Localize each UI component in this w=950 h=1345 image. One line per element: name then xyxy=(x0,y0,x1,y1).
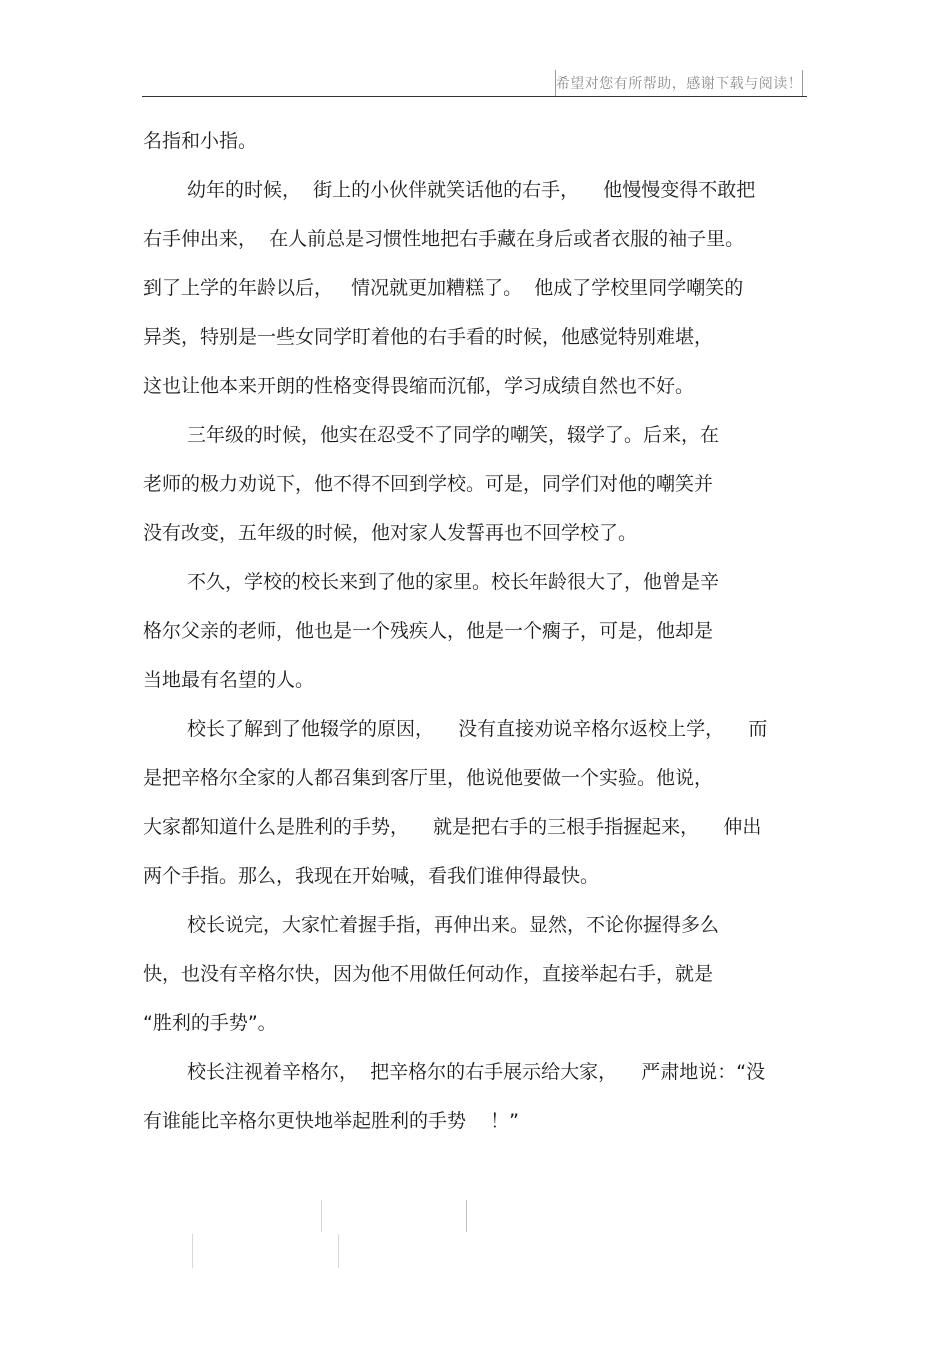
text-line: 不久，学校的校长来到了他的家里。校长年龄很大了，他曾是辛 xyxy=(187,571,720,593)
text-line: 是把辛格尔全家的人都召集到客厅里，他说他要做一个实验。他说， xyxy=(143,767,714,789)
decorative-line xyxy=(338,1234,339,1268)
text-line: 幼年的时候， 街上的小伙伴就笑话他的右手， 他慢慢变得不敢把 xyxy=(187,179,756,201)
text-line: 有谁能比辛格尔更快地举起胜利的手势 ！” xyxy=(143,1110,520,1132)
decorative-line xyxy=(466,1200,467,1232)
text-line: 三年级的时候，他实在忍受不了同学的嘲笑，辍学了。后来，在 xyxy=(187,424,720,446)
text-line: 当地最有名望的人。 xyxy=(143,669,315,691)
text-line: 异类，特别是一些女同学盯着他的右手看的时候，他感觉特别难堪， xyxy=(143,326,714,348)
header-rule xyxy=(142,96,807,97)
text-line: 右手伸出来， 在人前总是习惯性地把右手藏在身后或者衣服的袖子里。 xyxy=(143,228,745,250)
text-line: 快，也没有辛格尔快，因为他不用做任何动作，直接举起右手，就是 xyxy=(143,963,714,985)
text-line: “胜利的手势”。 xyxy=(143,1012,277,1034)
text-line: 这也让他本来开朗的性格变得畏缩而沉郁，学习成绩自然也不好。 xyxy=(143,375,695,397)
decorative-line xyxy=(321,1200,322,1232)
text-line: 大家都知道什么是胜利的手势， 就是把右手的三根手指握起来， 伸出 xyxy=(143,816,762,838)
header-note-box xyxy=(555,70,803,96)
text-line: 校长说完，大家忙着握手指，再伸出来。显然，不论你握得多么 xyxy=(187,914,720,936)
text-line: 名指和小指。 xyxy=(143,130,258,152)
text-line: 老师的极力劝说下，他不得不回到学校。可是，同学们对他的嘲笑并 xyxy=(143,473,714,495)
text-line: 格尔父亲的老师，他也是一个残疾人，他是一个瘸子，可是，他却是 xyxy=(143,620,714,642)
text-line: 没有改变，五年级的时候，他对家人发誓再也不回学校了。 xyxy=(143,522,638,544)
text-line: 两个手指。那么，我现在开始喊，看我们谁伸得最快。 xyxy=(143,865,600,887)
document-body xyxy=(143,117,808,1146)
text-line: 校长了解到了他辍学的原因， 没有直接劝说辛格尔返校上学， 而 xyxy=(187,718,768,740)
text-line: 校长注视着辛格尔， 把辛格尔的右手展示给大家， 严肃地说：“没 xyxy=(187,1061,766,1083)
header-note: 希望对您有所帮助，感谢下载与阅读！ xyxy=(555,76,803,92)
decorative-line xyxy=(192,1234,193,1268)
text-line: 到了上学的年龄以后， 情况就更加糟糕了。 他成了学校里同学嘲笑的 xyxy=(143,277,744,299)
